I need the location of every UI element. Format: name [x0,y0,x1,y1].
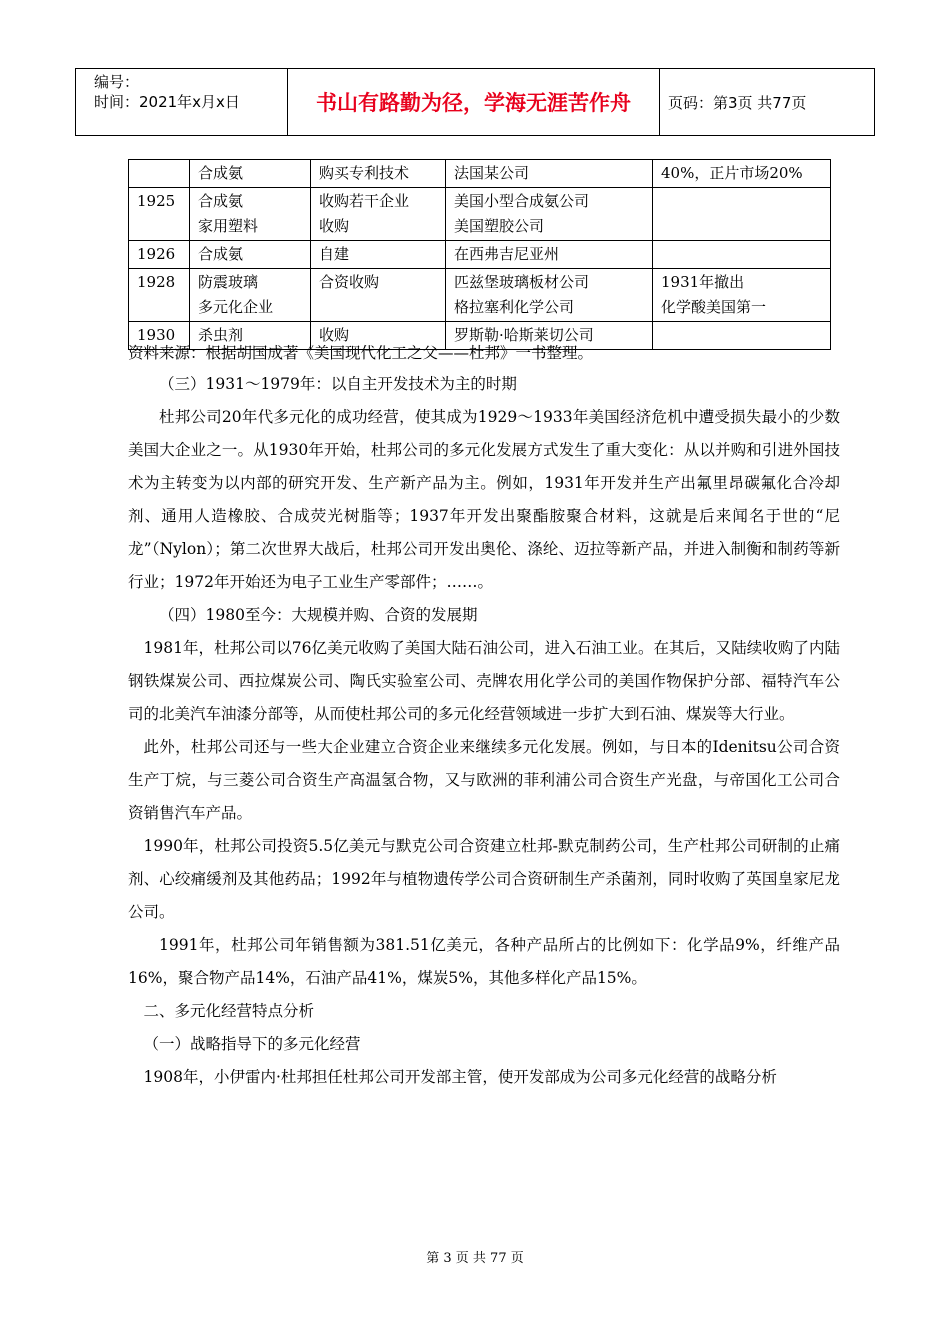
table-cell [653,188,831,241]
table-row [129,241,831,269]
source-note: 资料来源：根据胡国成著《美国现代化工之父——杜邦》一书整理。 [128,344,594,362]
table-cell: 合成氨 [190,241,311,269]
header-page-number: 页码：第3页 共77页 [668,93,807,112]
time-label: 时间：2021年x月x日 [94,93,240,111]
sub-heading: （一）战略指导下的多元化经营 [143,1035,361,1053]
table-cell: 美国小型合成氨公司 美国塑胶公司 [446,188,653,241]
table-row [129,160,831,188]
table-cell: 在西弗吉尼亚州 [446,241,653,269]
paragraph: 1908年，小伊雷内·杜邦担任杜邦公司开发部主管，使开发部成为公司多元化经营的战略分析 [143,1068,777,1086]
table-row [129,269,831,322]
page-header [75,68,875,136]
paragraph: 此外，杜邦公司还与一些大企业建立合资企业来继续多元化发展。例如，与日本的Idenitsu公司合资生产丁烷，与三菱公司合资生产高温氢合物，又与欧洲的菲利浦公司合资生产光盘，与帝国化工公司合资销售汽车产品。 [128,738,840,822]
table-cell: 自建 [311,241,446,269]
paragraph: 1991年，杜邦公司年销售额为381.51亿美元，各种产品所占的比例如下：化学品9%，纤维产品16%，聚合物产品14%，石油产品41%，煤炭5%，其他多样化产品15%。 [128,936,840,987]
section-heading-3: （三）1931～1979年：以自主开发技术为主的时期 [159,375,517,393]
paragraph: 杜邦公司20年代多元化的成功经营，使其成为1929～1933年美国经济危机中遭受损失最小的少数美国大企业之一。从1930年开始，杜邦公司的多元化发展方式发生了重大变化：从以并购和引进外国技术为主转变为以内部的研究开发、生产新产品为主。例如，1931年开发并生产出氟里昂碳氟化合冷却剂、通用人造橡胶、合成荧光树脂等；1937年开发出聚酯胺聚合材料，这就是后来闻名于世的“尼龙”（Nylon）；第二次世界大战后，杜邦公司开发出奥伦、涤纶、迈拉等新产品，并进入制衡和制药等新行业；1972年开始还为电子工业生产零部件；……。 [128,408,840,591]
table-cell: 1925 [129,188,190,241]
table-cell: 匹兹堡玻璃板材公司 格拉塞利化学公司 [446,269,653,322]
table-cell: 罗斯勒·哈斯莱切公司 [446,322,653,350]
table-cell: 合成氨 [190,160,311,188]
table-cell: 1926 [129,241,190,269]
section-heading-4: （四）1980至今：大规模并购、合资的发展期 [159,606,478,624]
history-table [128,159,831,350]
table-cell: 法国某公司 [446,160,653,188]
table-cell [653,241,831,269]
table-cell: 购买专利技术 [311,160,446,188]
table-cell: 1931年撤出 化学酸美国第一 [653,269,831,322]
page-footer: 第 3 页 共 77 页 [426,1251,524,1266]
table-cell: 收购若干企业 收购 [311,188,446,241]
table-cell [129,160,190,188]
header-meta [76,69,288,135]
table-cell: 收购 [311,322,446,350]
section-heading: 二、多元化经营特点分析 [143,1002,315,1020]
document-body [128,338,840,1094]
table-cell: 1930 [129,322,190,350]
table-row [129,188,831,241]
paragraph: 1981年，杜邦公司以76亿美元收购了美国大陆石油公司，进入石油工业。在其后，又陆续收购了内陆钢铁煤炭公司、西拉煤炭公司、陶氏实验室公司、壳牌农用化学公司的美国作物保护分部、福特汽车公司的北美汽车油漆分部等，从而使杜邦公司的多元化经营领域进一步扩大到石油、煤炭等大行业。 [128,639,840,723]
table-cell: 1928 [129,269,190,322]
table-cell: 杀虫剂 [190,322,311,350]
table-cell: 合资收购 [311,269,446,322]
paragraph: 1990年，杜邦公司投资5.5亿美元与默克公司合资建立杜邦-默克制药公司，生产杜邦公司研制的止痛剂、心绞痛缓剂及其他药品；1992年与植物遗传学公司合资研制生产杀菌剂，同时收购了英国皇家尼龙公司。 [128,837,840,921]
code-label: 编号： [94,73,140,91]
table-cell: 防震玻璃 多元化企业 [190,269,311,322]
header-motto: 书山有路勤为径，学海无涯苦作舟 [288,69,660,135]
table-cell: 40%，正片市场20% [653,160,831,188]
table-cell: 合成氨 家用塑料 [190,188,311,241]
